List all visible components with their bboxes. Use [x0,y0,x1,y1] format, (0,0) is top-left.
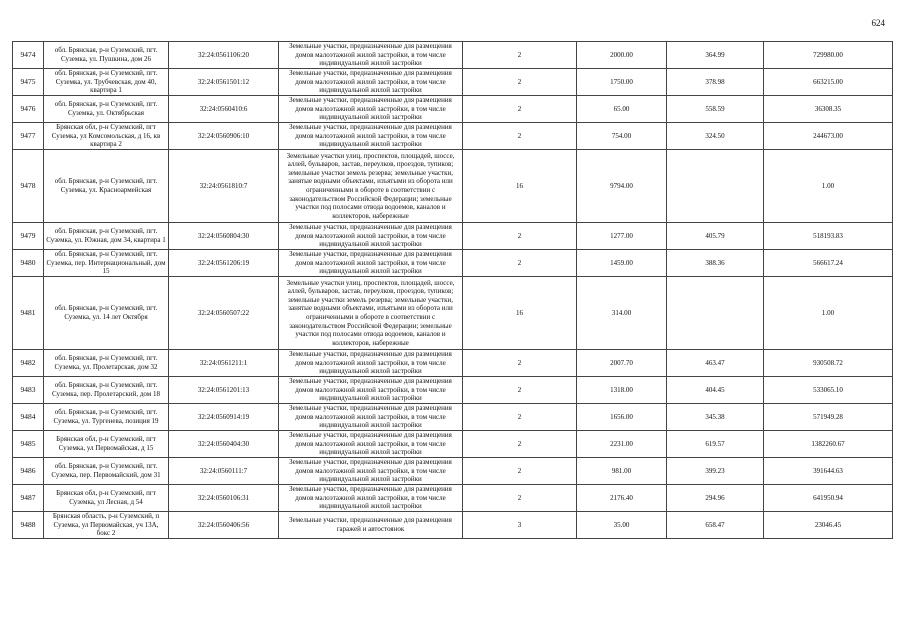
cadastral-number-cell: 32:24:0561501:12 [169,69,279,96]
row-number: 9482 [13,350,44,377]
table-row [13,123,893,150]
specific-value-cell: 619.57 [667,431,764,458]
address-cell: обл. Брянская, р-н Суземский, пгт. Суземка, пер. Пролетарский, дом 18 [44,377,169,404]
cadastral-number-cell: 32:24:0561201:13 [169,377,279,404]
table-row [13,404,893,431]
use-group-cell: 16 [463,150,577,223]
cadastral-number-cell: 32:24:0561106:20 [169,42,279,69]
row-number: 9476 [13,96,44,123]
land-use-description-cell: Земельные участки, предназначенные для размещения гаражей и автостоянок [279,512,463,539]
table-row [13,377,893,404]
table-row [13,42,893,69]
row-number: 9479 [13,223,44,250]
specific-value-cell: 463.47 [667,350,764,377]
address-cell: обл. Брянская, р-н Суземский, пгт. Суземка, ул. Пролетарская, дом 32 [44,350,169,377]
cadastral-value-cell: 663215.00 [764,69,893,96]
specific-value-cell: 345.38 [667,404,764,431]
area-cell: 1277.00 [577,223,667,250]
land-use-description-cell: Земельные участки улиц, проспектов, площадей, шоссе, аллей, бульваров, застав, переулков, проездов, тупиков; земельные участки земель резерва; земельные участки, занятые водными объектами, изъятыми из оборота или ограниченными в обороте в соответствии с законодательством Российской Федерации; земельные участки под полосами отвода водоемов, каналов и коллекторов, набережные [279,277,463,350]
land-use-description-cell: Земельные участки, предназначенные для размещения домов малоэтажной жилой застройки, в том числе индивидуальной жилой застройки [279,223,463,250]
specific-value-cell: 364.99 [667,42,764,69]
area-cell: 314.00 [577,277,667,350]
use-group-cell: 2 [463,458,577,485]
land-use-description-cell: Земельные участки, предназначенные для размещения домов малоэтажной жилой застройки, в том числе индивидуальной жилой застройки [279,250,463,277]
cadastral-value-cell: 571949.28 [764,404,893,431]
table-row [13,96,893,123]
cadastral-number-cell: 32:24:0560410:6 [169,96,279,123]
specific-value-cell: 388.36 [667,250,764,277]
cadastral-value-cell: 244673.00 [764,123,893,150]
area-cell: 1459.00 [577,250,667,277]
cadastral-value-cell: 729980.00 [764,42,893,69]
cadastral-value-cell: 23046.45 [764,512,893,539]
row-number: 9486 [13,458,44,485]
land-use-description-cell: Земельные участки улиц, проспектов, площадей, шоссе, аллей, бульваров, застав, переулков, проездов, тупиков; земельные участки земель резерва; земельные участки, занятые водными объектами, изъятыми из оборота или ограниченными в обороте в соответствии с законодательством Российской Федерации; земельные участки под полосами отвода водоемов, каналов и коллекторов, набережные [279,150,463,223]
cadastral-value-cell: 930508.72 [764,350,893,377]
cadastral-number-cell: 32:24:0561211:1 [169,350,279,377]
area-cell: 35.00 [577,512,667,539]
page-number: 624 [871,18,885,28]
row-number: 9488 [13,512,44,539]
area-cell: 9794.00 [577,150,667,223]
specific-value-cell [667,150,764,223]
area-cell: 2000.00 [577,42,667,69]
table-row [13,250,893,277]
area-cell: 1318.00 [577,377,667,404]
land-registry-table [12,41,893,539]
address-cell: Брянская область, р-н Суземский, п Суземка, ул Первомайская, уч 13А, бокс 2 [44,512,169,539]
address-cell: обл. Брянская, р-н Суземский, пгт. Суземка, пер. Первомайский, дом 31 [44,458,169,485]
use-group-cell: 2 [463,42,577,69]
area-cell: 2231.00 [577,431,667,458]
table-row [13,485,893,512]
row-number: 9474 [13,42,44,69]
land-use-description-cell: Земельные участки, предназначенные для размещения домов малоэтажной жилой застройки, в том числе индивидуальной жилой застройки [279,404,463,431]
cadastral-value-cell: 36308.35 [764,96,893,123]
cadastral-number-cell: 32:24:0560906:10 [169,123,279,150]
table-body [13,42,893,539]
cadastral-number-cell: 32:24:0561206:19 [169,250,279,277]
use-group-cell: 2 [463,69,577,96]
address-cell: Брянская обл, р-н Суземский, пгт Суземка, ул Первомайская, д 15 [44,431,169,458]
cadastral-value-cell: 1382260.67 [764,431,893,458]
area-cell: 1656.00 [577,404,667,431]
row-number: 9485 [13,431,44,458]
use-group-cell: 2 [463,96,577,123]
use-group-cell: 2 [463,404,577,431]
address-cell: обл. Брянская, р-н Суземский, пгт. Суземка, ул. Тургенева, позиция 19 [44,404,169,431]
address-cell: обл. Брянская, р-н Суземский, пгт. Суземка, ул. Пушкина, дом 26 [44,42,169,69]
use-group-cell: 3 [463,512,577,539]
land-use-description-cell: Земельные участки, предназначенные для размещения домов малоэтажной жилой застройки, в том числе индивидуальной жилой застройки [279,350,463,377]
land-use-description-cell: Земельные участки, предназначенные для размещения домов малоэтажной жилой застройки, в том числе индивидуальной жилой застройки [279,431,463,458]
row-number: 9477 [13,123,44,150]
address-cell: Брянская обл, р-н Суземский, пгт Суземка, ул Комсомольская, д 16, кв квартира 2 [44,123,169,150]
use-group-cell: 16 [463,277,577,350]
table-row [13,458,893,485]
cadastral-number-cell: 32:24:0560404:30 [169,431,279,458]
specific-value-cell: 558.59 [667,96,764,123]
address-cell: обл. Брянская, р-н Суземский, пгт. Суземка, ул. Октябрьская [44,96,169,123]
land-use-description-cell: Земельные участки, предназначенные для размещения домов малоэтажной жилой застройки, в том числе индивидуальной жилой застройки [279,96,463,123]
row-number: 9484 [13,404,44,431]
row-number: 9483 [13,377,44,404]
area-cell: 981.00 [577,458,667,485]
use-group-cell: 2 [463,223,577,250]
cadastral-number-cell: 32:24:0560914:19 [169,404,279,431]
cadastral-value-cell: 533065.10 [764,377,893,404]
cadastral-value-cell: 1.00 [764,150,893,223]
land-use-description-cell: Земельные участки, предназначенные для размещения домов малоэтажной жилой застройки, в том числе индивидуальной жилой застройки [279,69,463,96]
address-cell: обл. Брянская, р-н Суземский, пгт. Суземка, ул. Южная, дом 34, квартира 1 [44,223,169,250]
address-cell: обл. Брянская, р-н Суземский, пгт. Суземка, пер. Интернациональный, дом 15 [44,250,169,277]
area-cell: 1750.00 [577,69,667,96]
cadastral-number-cell: 32:24:0560106:31 [169,485,279,512]
use-group-cell: 2 [463,431,577,458]
specific-value-cell: 658.47 [667,512,764,539]
address-cell: Брянская обл, р-н Суземский, пгт Суземка, ул Лесная, д 54 [44,485,169,512]
cadastral-value-cell: 1.00 [764,277,893,350]
address-cell: обл. Брянская, р-н Суземский, пгт. Суземка, ул. 14 лет Октября [44,277,169,350]
table-row [13,277,893,350]
specific-value-cell: 378.98 [667,69,764,96]
specific-value-cell [667,277,764,350]
address-cell: обл. Брянская, р-н Суземский, пгт. Суземка, ул. Красноармейская [44,150,169,223]
specific-value-cell: 405.79 [667,223,764,250]
area-cell: 65.00 [577,96,667,123]
cadastral-value-cell: 391644.63 [764,458,893,485]
row-number: 9478 [13,150,44,223]
land-use-description-cell: Земельные участки, предназначенные для размещения домов малоэтажной жилой застройки, в том числе индивидуальной жилой застройки [279,458,463,485]
land-use-description-cell: Земельные участки, предназначенные для размещения домов малоэтажной жилой застройки, в том числе индивидуальной жилой застройки [279,377,463,404]
specific-value-cell: 404.45 [667,377,764,404]
use-group-cell: 2 [463,250,577,277]
land-use-description-cell: Земельные участки, предназначенные для размещения домов малоэтажной жилой застройки, в том числе индивидуальной жилой застройки [279,123,463,150]
table-row [13,350,893,377]
cadastral-number-cell: 32:24:0560406:56 [169,512,279,539]
cadastral-number-cell: 32:24:0560507:22 [169,277,279,350]
cadastral-number-cell: 32:24:0560111:7 [169,458,279,485]
row-number: 9475 [13,69,44,96]
table-row [13,150,893,223]
area-cell: 754.00 [577,123,667,150]
land-use-description-cell: Земельные участки, предназначенные для размещения домов малоэтажной жилой застройки, в том числе индивидуальной жилой застройки [279,42,463,69]
cadastral-value-cell: 566617.24 [764,250,893,277]
use-group-cell: 2 [463,377,577,404]
row-number: 9481 [13,277,44,350]
use-group-cell: 2 [463,123,577,150]
land-use-description-cell: Земельные участки, предназначенные для размещения домов малоэтажной жилой застройки, в том числе индивидуальной жилой застройки [279,485,463,512]
row-number: 9487 [13,485,44,512]
address-cell: обл. Брянская, р-н Суземский, пгт. Суземка, ул. Трубчевская, дом 40, квартира 1 [44,69,169,96]
area-cell: 2007.70 [577,350,667,377]
table-row [13,223,893,250]
specific-value-cell: 324.50 [667,123,764,150]
cadastral-number-cell: 32:24:0560804:30 [169,223,279,250]
table-row [13,431,893,458]
row-number: 9480 [13,250,44,277]
cadastral-value-cell: 641950.94 [764,485,893,512]
cadastral-number-cell: 32:24:0561810:7 [169,150,279,223]
specific-value-cell: 399.23 [667,458,764,485]
specific-value-cell: 294.96 [667,485,764,512]
table-row [13,512,893,539]
cadastral-value-cell: 518193.83 [764,223,893,250]
use-group-cell: 2 [463,485,577,512]
use-group-cell: 2 [463,350,577,377]
table-row [13,69,893,96]
area-cell: 2176.40 [577,485,667,512]
